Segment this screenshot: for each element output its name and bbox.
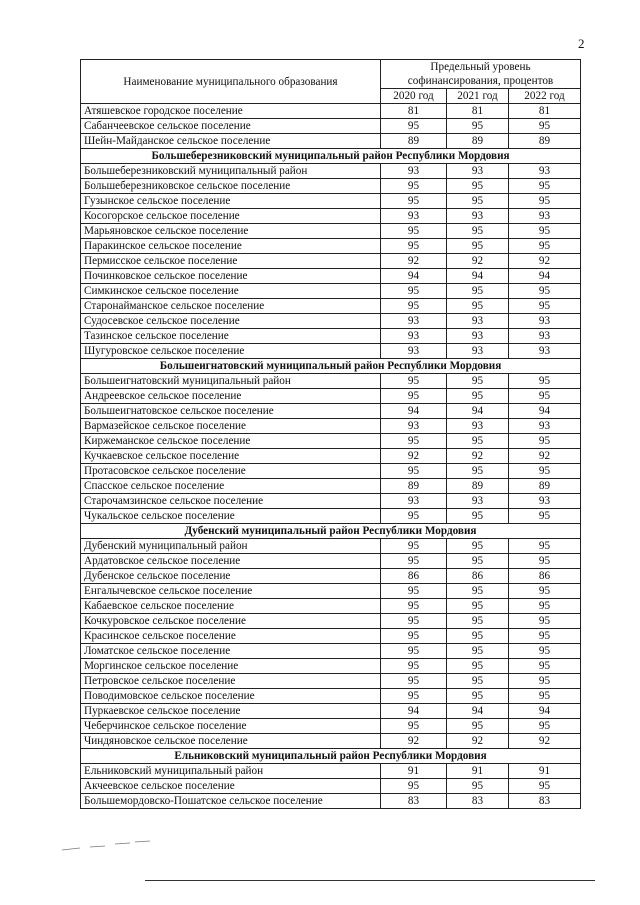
district-name: Ельниковский муниципальный район Республики Мордовия: [81, 749, 581, 764]
value-2021: 95: [447, 119, 509, 134]
value-2022: 83: [509, 794, 581, 809]
value-2022: 95: [509, 584, 581, 599]
value-2020: 92: [381, 254, 447, 269]
municipality-name: Шугуровское сельское поселение: [81, 344, 381, 359]
value-2021: 95: [447, 659, 509, 674]
municipality-name: Чеберчинское сельское поселение: [81, 719, 381, 734]
table-row: [81, 644, 581, 659]
table-row: [81, 254, 581, 269]
value-2022: 95: [509, 599, 581, 614]
municipality-name: Тазинское сельское поселение: [81, 329, 381, 344]
table-row: [81, 629, 581, 644]
municipality-name: Моргинское сельское поселение: [81, 659, 381, 674]
value-2022: 89: [509, 134, 581, 149]
table-row: [81, 314, 581, 329]
value-2022: 95: [509, 614, 581, 629]
table-row: [81, 299, 581, 314]
header-year-2021: 2021 год: [447, 89, 509, 104]
value-2021: 89: [447, 134, 509, 149]
value-2020: 94: [381, 404, 447, 419]
municipality-name: Судосевское сельское поселение: [81, 314, 381, 329]
header-year-2022: 2022 год: [509, 89, 581, 104]
value-2021: 95: [447, 389, 509, 404]
value-2021: 83: [447, 794, 509, 809]
value-2021: 95: [447, 299, 509, 314]
table-row: [81, 479, 581, 494]
table-row: [81, 164, 581, 179]
municipality-name: Большемордовско-Пошатское сельское поселение: [81, 794, 381, 809]
table-row: [81, 779, 581, 794]
value-2022: 95: [509, 509, 581, 524]
value-2020: 93: [381, 164, 447, 179]
value-2021: 95: [447, 629, 509, 644]
value-2021: 81: [447, 104, 509, 119]
value-2022: 95: [509, 644, 581, 659]
value-2020: 95: [381, 374, 447, 389]
table-row: [81, 224, 581, 239]
table-row: [81, 614, 581, 629]
value-2022: 93: [509, 494, 581, 509]
value-2022: 95: [509, 539, 581, 554]
value-2020: 95: [381, 599, 447, 614]
value-2020: 95: [381, 644, 447, 659]
table-row: [81, 704, 581, 719]
value-2021: 95: [447, 554, 509, 569]
table-row: [81, 719, 581, 734]
value-2020: 89: [381, 134, 447, 149]
table-row: [81, 794, 581, 809]
municipality-name: Андреевское сельское поселение: [81, 389, 381, 404]
value-2020: 93: [381, 314, 447, 329]
value-2020: 93: [381, 209, 447, 224]
table-row: [81, 494, 581, 509]
municipality-name: Енгалычевское сельское поселение: [81, 584, 381, 599]
value-2021: 95: [447, 614, 509, 629]
value-2021: 95: [447, 239, 509, 254]
value-2021: 95: [447, 284, 509, 299]
value-2021: 95: [447, 644, 509, 659]
value-2021: 95: [447, 194, 509, 209]
value-2021: 91: [447, 764, 509, 779]
value-2022: 94: [509, 404, 581, 419]
value-2020: 86: [381, 569, 447, 584]
value-2022: 93: [509, 314, 581, 329]
district-header-row: [81, 149, 581, 164]
value-2021: 89: [447, 479, 509, 494]
cofinancing-table: [80, 59, 581, 809]
value-2020: 95: [381, 239, 447, 254]
value-2020: 95: [381, 629, 447, 644]
header-year-2020: 2020 год: [381, 89, 447, 104]
municipality-name: Красинское сельское поселение: [81, 629, 381, 644]
value-2022: 95: [509, 659, 581, 674]
value-2022: 93: [509, 419, 581, 434]
value-2020: 95: [381, 689, 447, 704]
district-name: Большеигнатовский муниципальный район Республики Мордовия: [81, 359, 581, 374]
table-row: [81, 239, 581, 254]
municipality-name: Поводимовское сельское поселение: [81, 689, 381, 704]
value-2022: 95: [509, 299, 581, 314]
district-header-row: [81, 524, 581, 539]
municipality-name: Петровское сельское поселение: [81, 674, 381, 689]
table-row: [81, 554, 581, 569]
value-2021: 86: [447, 569, 509, 584]
value-2022: 95: [509, 554, 581, 569]
value-2020: 95: [381, 179, 447, 194]
value-2020: 95: [381, 509, 447, 524]
table-header-row: [81, 60, 581, 89]
municipality-name: Пермисское сельское поселение: [81, 254, 381, 269]
value-2020: 95: [381, 224, 447, 239]
table-row: [81, 119, 581, 134]
municipality-name: Кабаевское сельское поселение: [81, 599, 381, 614]
value-2021: 93: [447, 314, 509, 329]
table-row: [81, 269, 581, 284]
municipality-name: Вармазейское сельское поселение: [81, 419, 381, 434]
value-2020: 95: [381, 464, 447, 479]
value-2020: 81: [381, 104, 447, 119]
value-2021: 95: [447, 674, 509, 689]
value-2022: 95: [509, 779, 581, 794]
value-2022: 94: [509, 269, 581, 284]
value-2022: 91: [509, 764, 581, 779]
table-row: [81, 179, 581, 194]
value-2020: 95: [381, 674, 447, 689]
value-2020: 95: [381, 779, 447, 794]
table-row: [81, 734, 581, 749]
value-2021: 92: [447, 449, 509, 464]
value-2020: 91: [381, 764, 447, 779]
value-2021: 95: [447, 539, 509, 554]
value-2020: 95: [381, 719, 447, 734]
value-2020: 95: [381, 539, 447, 554]
municipality-name: Старонайманское сельское поселение: [81, 299, 381, 314]
municipality-name: Симкинское сельское поселение: [81, 284, 381, 299]
value-2021: 94: [447, 404, 509, 419]
municipality-name: Большеберезниковский муниципальный район: [81, 164, 381, 179]
value-2022: 95: [509, 434, 581, 449]
value-2020: 95: [381, 659, 447, 674]
municipality-name: Гузынское сельское поселение: [81, 194, 381, 209]
header-level-label: Предельный уровень софинансирования, процентов: [381, 60, 581, 89]
value-2021: 95: [447, 509, 509, 524]
municipality-name: Ардатовское сельское поселение: [81, 554, 381, 569]
value-2020: 95: [381, 554, 447, 569]
value-2021: 95: [447, 689, 509, 704]
municipality-name: Атяшевское городское поселение: [81, 104, 381, 119]
district-name: Большеберезниковский муниципальный район Республики Мордовия: [81, 149, 581, 164]
municipality-name: Марьяновское сельское поселение: [81, 224, 381, 239]
table-row: [81, 104, 581, 119]
table-body: [81, 104, 581, 809]
value-2020: 95: [381, 194, 447, 209]
municipality-name: Кучкаевское сельское поселение: [81, 449, 381, 464]
table-row: [81, 449, 581, 464]
municipality-name: Дубенский муниципальный район: [81, 539, 381, 554]
value-2020: 89: [381, 479, 447, 494]
table-row: [81, 194, 581, 209]
municipality-name: Киржеманское сельское поселение: [81, 434, 381, 449]
value-2020: 93: [381, 494, 447, 509]
municipality-name: Сабанчеевское сельское поселение: [81, 119, 381, 134]
value-2021: 95: [447, 719, 509, 734]
value-2020: 95: [381, 614, 447, 629]
value-2022: 94: [509, 704, 581, 719]
value-2022: 95: [509, 119, 581, 134]
table-row: [81, 689, 581, 704]
value-2020: 95: [381, 389, 447, 404]
value-2021: 95: [447, 599, 509, 614]
municipality-name: Ломатское сельское поселение: [81, 644, 381, 659]
table-row: [81, 404, 581, 419]
value-2021: 94: [447, 269, 509, 284]
value-2022: 93: [509, 329, 581, 344]
value-2022: 95: [509, 239, 581, 254]
value-2021: 93: [447, 494, 509, 509]
table-row: [81, 599, 581, 614]
municipality-name: Чиндяновское сельское поселение: [81, 734, 381, 749]
value-2021: 95: [447, 464, 509, 479]
table-row: [81, 419, 581, 434]
municipality-name: Старочамзинское сельское поселение: [81, 494, 381, 509]
municipality-name: Протасовское сельское поселение: [81, 464, 381, 479]
value-2022: 81: [509, 104, 581, 119]
value-2020: 95: [381, 584, 447, 599]
value-2021: 92: [447, 254, 509, 269]
municipality-name: Большеигнатовский муниципальный район: [81, 374, 381, 389]
value-2021: 95: [447, 179, 509, 194]
table-row: [81, 569, 581, 584]
table-row: [81, 659, 581, 674]
district-header-row: [81, 359, 581, 374]
value-2020: 95: [381, 119, 447, 134]
municipality-name: Кочкуровское сельское поселение: [81, 614, 381, 629]
table-row: [81, 209, 581, 224]
page-number: 2: [578, 36, 585, 51]
municipality-name: Большеберезниковское сельское поселение: [81, 179, 381, 194]
value-2022: 95: [509, 179, 581, 194]
value-2020: 93: [381, 344, 447, 359]
value-2022: 93: [509, 344, 581, 359]
municipality-name: Чукальское сельское поселение: [81, 509, 381, 524]
value-2022: 95: [509, 389, 581, 404]
value-2022: 95: [509, 689, 581, 704]
district-name: Дубенский муниципальный район Республики Мордовия: [81, 524, 581, 539]
municipality-name: Дубенское сельское поселение: [81, 569, 381, 584]
value-2022: 95: [509, 374, 581, 389]
value-2022: 95: [509, 464, 581, 479]
table-row: [81, 329, 581, 344]
municipality-name: Паракинское сельское поселение: [81, 239, 381, 254]
bottom-rule: [145, 880, 595, 881]
value-2021: 93: [447, 344, 509, 359]
value-2022: 86: [509, 569, 581, 584]
header-name-label: Наименование муниципального образования: [81, 60, 381, 104]
municipality-name: Починковское сельское поселение: [81, 269, 381, 284]
table-row: [81, 464, 581, 479]
value-2022: 95: [509, 629, 581, 644]
value-2020: 92: [381, 449, 447, 464]
value-2020: 95: [381, 434, 447, 449]
municipality-name: Шейн-Майданское сельское поселение: [81, 134, 381, 149]
value-2022: 92: [509, 449, 581, 464]
table-row: [81, 284, 581, 299]
value-2021: 93: [447, 164, 509, 179]
value-2022: 95: [509, 719, 581, 734]
value-2022: 95: [509, 284, 581, 299]
scan-smudge: [60, 840, 155, 852]
value-2021: 93: [447, 419, 509, 434]
value-2021: 95: [447, 584, 509, 599]
municipality-name: Косогорское сельское поселение: [81, 209, 381, 224]
value-2022: 92: [509, 254, 581, 269]
value-2020: 95: [381, 284, 447, 299]
value-2022: 92: [509, 734, 581, 749]
table-row: [81, 374, 581, 389]
value-2021: 93: [447, 329, 509, 344]
value-2022: 89: [509, 479, 581, 494]
table-row: [81, 344, 581, 359]
value-2022: 95: [509, 224, 581, 239]
value-2021: 95: [447, 434, 509, 449]
value-2021: 95: [447, 224, 509, 239]
value-2020: 92: [381, 734, 447, 749]
value-2021: 94: [447, 704, 509, 719]
table-row: [81, 764, 581, 779]
value-2020: 95: [381, 299, 447, 314]
table-row: [81, 584, 581, 599]
table-row: [81, 134, 581, 149]
table-row: [81, 539, 581, 554]
value-2022: 95: [509, 674, 581, 689]
value-2021: 95: [447, 779, 509, 794]
municipality-name: Ельниковский муниципальный район: [81, 764, 381, 779]
value-2020: 93: [381, 329, 447, 344]
value-2020: 94: [381, 269, 447, 284]
value-2022: 93: [509, 164, 581, 179]
value-2020: 93: [381, 419, 447, 434]
value-2020: 94: [381, 704, 447, 719]
table-row: [81, 389, 581, 404]
value-2021: 93: [447, 209, 509, 224]
table-row: [81, 674, 581, 689]
municipality-name: Пуркаевское сельское поселение: [81, 704, 381, 719]
value-2021: 92: [447, 734, 509, 749]
value-2021: 95: [447, 374, 509, 389]
table-row: [81, 509, 581, 524]
municipality-name: Спасское сельское поселение: [81, 479, 381, 494]
table-row: [81, 434, 581, 449]
district-header-row: [81, 749, 581, 764]
value-2022: 95: [509, 194, 581, 209]
value-2020: 83: [381, 794, 447, 809]
municipality-name: Большеигнатовское сельское поселение: [81, 404, 381, 419]
municipality-name: Акчеевское сельское поселение: [81, 779, 381, 794]
value-2022: 93: [509, 209, 581, 224]
